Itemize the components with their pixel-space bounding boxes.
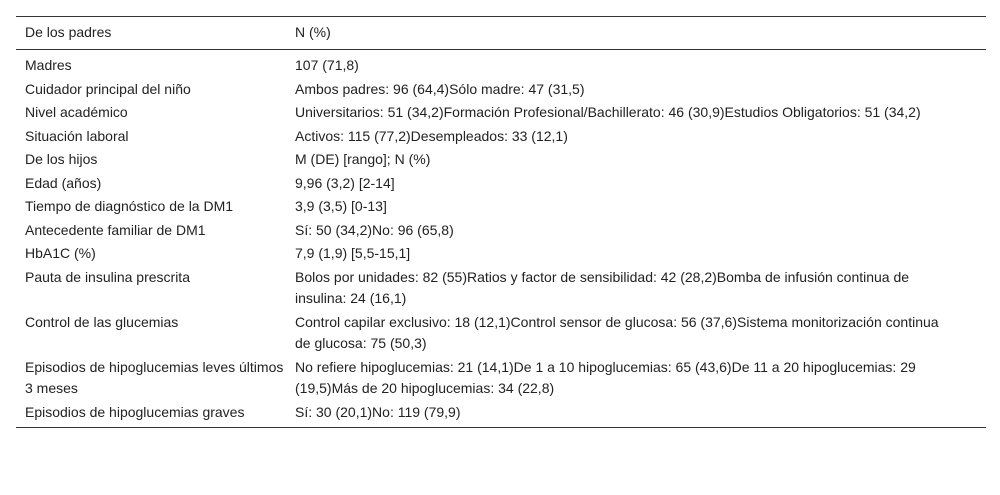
row-label: Pauta de insulina prescrita: [25, 268, 190, 285]
row-label: Episodios de hipoglucemias leves últimos 3 meses: [25, 358, 284, 396]
row-value: Ambos padres: 96 (64,4)Sólo madre: 47 (31,5): [295, 80, 585, 97]
table-row: [16, 219, 986, 243]
row-label: Situación laboral: [25, 127, 129, 144]
row-value: Activos: 115 (77,2)Desempleados: 33 (12,1): [295, 127, 568, 144]
table-row: [16, 266, 986, 311]
row-value: 9,96 (3,2) [2-14]: [295, 174, 395, 191]
table-row: [16, 356, 986, 401]
row-label: Antecedente familiar de DM1: [25, 221, 206, 238]
row-label: Nivel académico: [25, 104, 128, 120]
table-header: [16, 17, 986, 50]
row-value: No refiere hipoglucemias: 21 (14,1)De 1 a 10 hipoglucemias: 65 (43,6)De 11 a 20 hipoglucemias: 29 (19,5)Más de 20 hipoglucemias: 34 (22,8): [295, 358, 916, 396]
row-label: Tiempo de diagnóstico de la DM1: [25, 198, 234, 214]
row-label: Control de las glucemias: [25, 313, 179, 330]
table-row: [16, 148, 986, 172]
data-table: [16, 16, 986, 428]
table-row: [16, 311, 986, 356]
table-row: [16, 172, 986, 196]
row-value: 7,9 (1,9) [5,5-15,1]: [295, 245, 411, 261]
table-row: [16, 401, 986, 428]
row-value: Sí: 50 (34,2)No: 96 (65,8): [295, 221, 454, 238]
row-label: Edad (años): [25, 174, 102, 191]
table-row: [16, 78, 986, 102]
table-row: [16, 242, 986, 266]
table-row: [16, 101, 986, 125]
header-cell-value: N (%): [286, 17, 986, 50]
row-value: M (DE) [rango]; N (%): [295, 151, 431, 167]
row-value: Sí: 30 (20,1)No: 119 (79,9): [286, 401, 986, 428]
row-value: 3,9 (3,5) [0-13]: [295, 198, 387, 214]
row-value: Control capilar exclusivo: 18 (12,1)Control sensor de glucosa: 56 (37,6)Sistema monitorización continua de glucosa: 75 (50,3): [295, 313, 939, 351]
row-value: Universitarios: 51 (34,2)Formación Profesional/Bachillerato: 46 (30,9)Estudios Obligatorios: 51 (34,2): [295, 104, 921, 120]
header-row: [16, 17, 986, 50]
row-label: HbA1C (%): [25, 245, 96, 261]
header-cell-label: De los padres: [16, 17, 286, 50]
row-value: Bolos por unidades: 82 (55)Ratios y factor de sensibilidad: 42 (28,2)Bomba de infusión continua de insulina: 24 (16,1): [295, 268, 910, 306]
table-body: [16, 50, 986, 428]
row-label: Episodios de hipoglucemias graves: [16, 401, 286, 428]
row-label: Cuidador principal del niño: [25, 80, 191, 97]
table-row: [16, 195, 986, 219]
row-value: 107 (71,8): [295, 57, 359, 73]
table-row: [16, 50, 986, 78]
table-row: [16, 125, 986, 149]
data-table-container: [16, 16, 986, 428]
row-label: Madres: [25, 57, 72, 73]
row-label: De los hijos: [25, 151, 98, 167]
